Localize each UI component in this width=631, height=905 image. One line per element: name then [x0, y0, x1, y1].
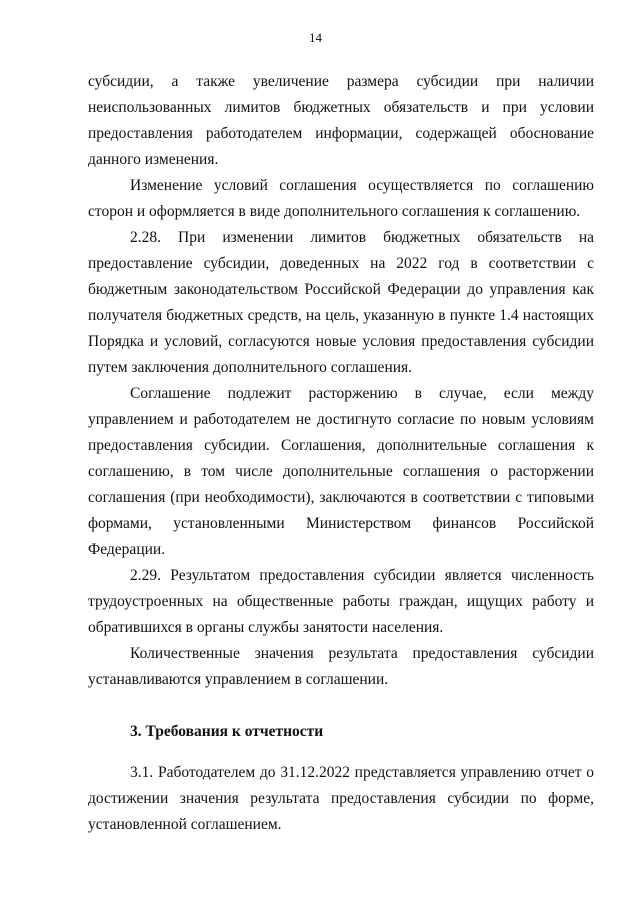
paragraph-3-1: 3.1. Работодателем до 31.12.2022 представляется управлению отчет о достижении значения результата предоставления субсидии по форме, установленной соглашением.	[88, 764, 594, 833]
paragraph-quantitative-values: Количественные значения результата предоставления субсидии устанавливаются управлением в соглашении.	[88, 645, 594, 688]
paragraph-agreement-change: Изменение условий соглашения осуществляется по соглашению сторон и оформляется в виде дополнительного соглашения к соглашению.	[88, 177, 594, 220]
section-heading-reporting: 3. Требования к отчетности	[130, 723, 324, 740]
page-number: 14	[309, 30, 322, 45]
document-body	[88, 69, 594, 838]
paragraph-subsidy-increase: субсидии, а также увеличение размера субсидии при наличии неиспользованных лимитов бюджетных обязательств и при условии предоставления работодателем информации, содержащей обоснование данного изменения.	[88, 73, 594, 168]
paragraph-2-29: 2.29. Результатом предоставления субсидии является численность трудоустроенных на общественные работы граждан, ищущих работу и обратившихся в органы службы занятости населения.	[88, 567, 594, 636]
paragraph-2-28: 2.28. При изменении лимитов бюджетных обязательств на предоставление субсидии, доведенных на 2022 год в соответствии с бюджетным законодательством Российской Федерации до управления как получателя бюджетных средств, на цель, указанную в пункте 1.4 настоящих Порядка и условий, согласуются новые условия предоставления субсидии путем заключения дополнительного соглашения.	[88, 229, 594, 376]
paragraph-agreement-termination: Соглашение подлежит расторжению в случае, если между управлением и работодателем не достигнуто согласие по новым условиям предоставления субсидии. Соглашения, дополнительные соглашения к соглашению, в том числе дополнительные соглашения о расторжении соглашения (при необходимости), заключаются в соответствии с типовыми формами, установленными Министерством финансов Российской Федерации.	[88, 385, 594, 558]
